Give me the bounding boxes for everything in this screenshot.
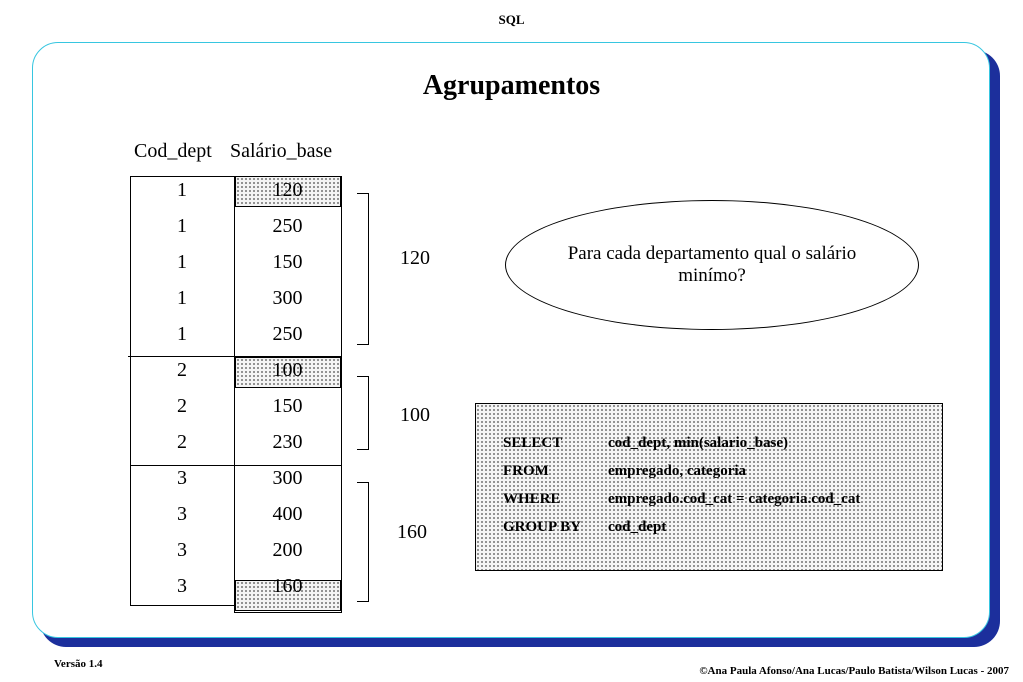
cell-salario-base: 300: [272, 287, 303, 309]
cell-salario-base: 160: [272, 575, 303, 597]
group-bracket: [357, 482, 369, 602]
cell-cod-dept: 1: [177, 215, 187, 237]
cell-cod-dept: 2: [177, 431, 187, 453]
sql-clause: empregado.cod_cat = categoria.cod_cat: [608, 491, 861, 507]
cell-cod-dept: 2: [177, 359, 187, 381]
group-bracket: [357, 193, 369, 345]
cell-cod-dept: 1: [177, 179, 187, 201]
cell-cod-dept: 2: [177, 395, 187, 417]
sql-query-box: [475, 403, 943, 571]
cell-salario-base: 250: [272, 323, 303, 345]
table-border: [341, 176, 342, 613]
cell-cod-dept: 1: [177, 323, 187, 345]
footer-copyright: ©Ana Paula Afonso/Ana Lucas/Paulo Batista/Wilson Lucas - 2007: [699, 665, 1009, 677]
cell-cod-dept: 3: [177, 575, 187, 597]
cell-cod-dept: 3: [177, 467, 187, 489]
cell-salario-base: 150: [272, 251, 303, 273]
sql-keyword: WHERE: [503, 491, 561, 507]
cell-salario-base: 250: [272, 215, 303, 237]
col-header-cod-dept: Cod_dept: [134, 140, 212, 162]
cell-salario-base: 400: [272, 503, 303, 525]
footer-version: Versão 1.4: [54, 658, 103, 670]
cell-salario-base: 150: [272, 395, 303, 417]
group-min-value: 100: [400, 404, 430, 426]
sql-clause: cod_dept: [608, 519, 667, 535]
sql-keyword: GROUP BY: [503, 519, 581, 535]
sql-clause: cod_dept, min(salario_base): [608, 435, 788, 451]
cell-cod-dept: 1: [177, 287, 187, 309]
cell-cod-dept: 1: [177, 251, 187, 273]
cell-salario-base: 100: [272, 359, 303, 381]
header-title: SQL: [498, 12, 525, 27]
question-text: Para cada departamento qual o salário minímo?: [567, 243, 857, 286]
slide-title: Agrupamentos: [422, 70, 601, 101]
cell-cod-dept: 3: [177, 539, 187, 561]
cell-salario-base: 230: [272, 431, 303, 453]
sql-keyword: SELECT: [503, 435, 563, 451]
table-border: [130, 605, 234, 606]
cell-salario-base: 120: [272, 179, 303, 201]
question-callout: [505, 200, 919, 330]
group-min-value: 160: [397, 521, 427, 543]
cell-cod-dept: 3: [177, 503, 187, 525]
col-header-salario-base: Salário_base: [230, 140, 333, 162]
table-border: [234, 612, 341, 613]
group-min-value: 120: [400, 247, 430, 269]
sql-keyword: FROM: [503, 463, 549, 479]
group-bracket: [357, 376, 369, 450]
cell-salario-base: 300: [272, 467, 303, 489]
sql-clause: empregado, categoria: [608, 463, 747, 479]
cell-salario-base: 200: [272, 539, 303, 561]
